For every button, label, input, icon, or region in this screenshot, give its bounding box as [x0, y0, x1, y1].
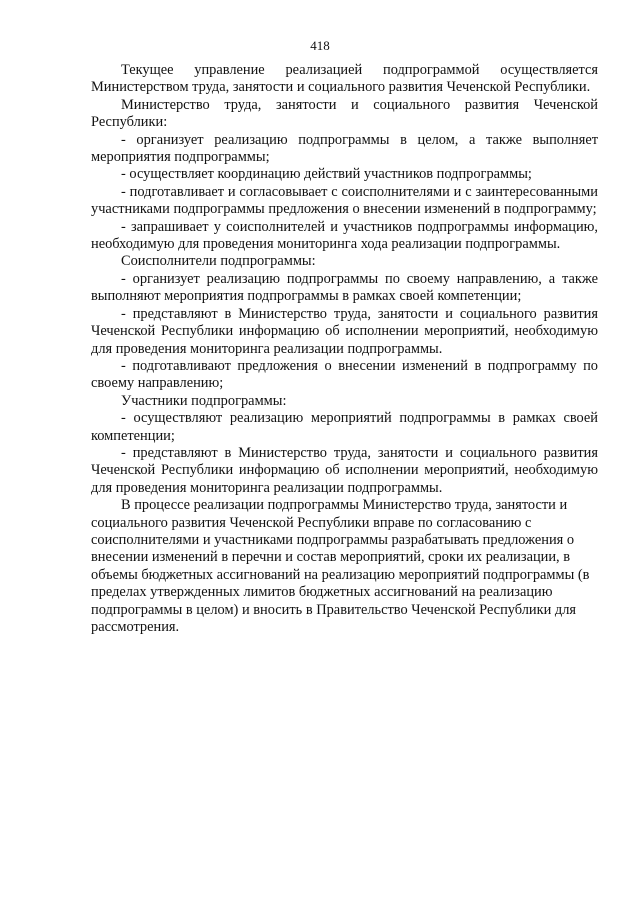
paragraph-management: Текущее управление реализацией подпрограммой осуществляется Министерством труда, занятости и социального развития Чеченской Республики.	[91, 62, 598, 96]
paragraph-changes-procedure: В процессе реализации подпрограммы Министерство труда, занятости и социального развития Чеченской Республики вправе по согласованию с соисполнителями и участниками подпрограммы разрабатывать предложения о внесении изменений в перечни и состав мероприятий, сроки их реализации, в объемы бюджетных ассигнований на реализацию мероприятий подпрограммы (в пределах утвержденных лимитов бюджетных ассигнований на реализацию подпрограммы в целом) и вносить в Правительство Чеченской Республики для рассмотрения.	[91, 497, 590, 635]
paragraph-ministry-heading: Министерство труда, занятости и социального развития Чеченской Республики:	[91, 96, 598, 131]
list-item-coexecutors-report: - представляют в Министерство труда, занятости и социального развития Чеченской Республики информацию об исполнении мероприятий, необходимую для проведения мониторинга реализации подпрограммы.	[91, 305, 598, 357]
list-item-participants-report: - представляют в Министерство труда, занятости и социального развития Чеченской Республики информацию об исполнении мероприятий, необходимую для проведения мониторинга реализации подпрограммы.	[91, 444, 598, 496]
document-body	[91, 62, 598, 636]
list-item-coexecutors-propose: - подготавливают предложения о внесении изменений в подпрограмму по своему направлению;	[91, 357, 598, 392]
list-item-participants-implement: - осуществляют реализацию мероприятий подпрограммы в рамках своей компетенции;	[91, 410, 598, 444]
list-item-ministry-coordinates: - осуществляет координацию действий участников подпрограммы;	[121, 166, 532, 183]
paragraph-participants-heading: Участники подпрограммы:	[121, 392, 287, 409]
list-item-ministry-prepares: - подготавливает и согласовывает с соисполнителями и с заинтересованными участниками подпрограммы предложения о внесении изменений в подпрограмму;	[91, 183, 598, 218]
list-item-ministry-requests: - запрашивает у соисполнителей и участников подпрограммы информацию, необходимую для проведения мониторинга хода реализации подпрограммы.	[91, 218, 598, 253]
list-item-coexecutors-organize: - организует реализацию подпрограммы по своему направлению, а также выполняют мероприятия подпрограммы в рамках своей компетенции;	[91, 270, 598, 305]
page-number: 418	[310, 38, 330, 53]
list-item-ministry-organizes: - организует реализацию подпрограммы в целом, а также выполняет мероприятия подпрограммы;	[91, 131, 598, 166]
paragraph-coexecutors-heading: Соисполнители подпрограммы:	[121, 253, 316, 270]
